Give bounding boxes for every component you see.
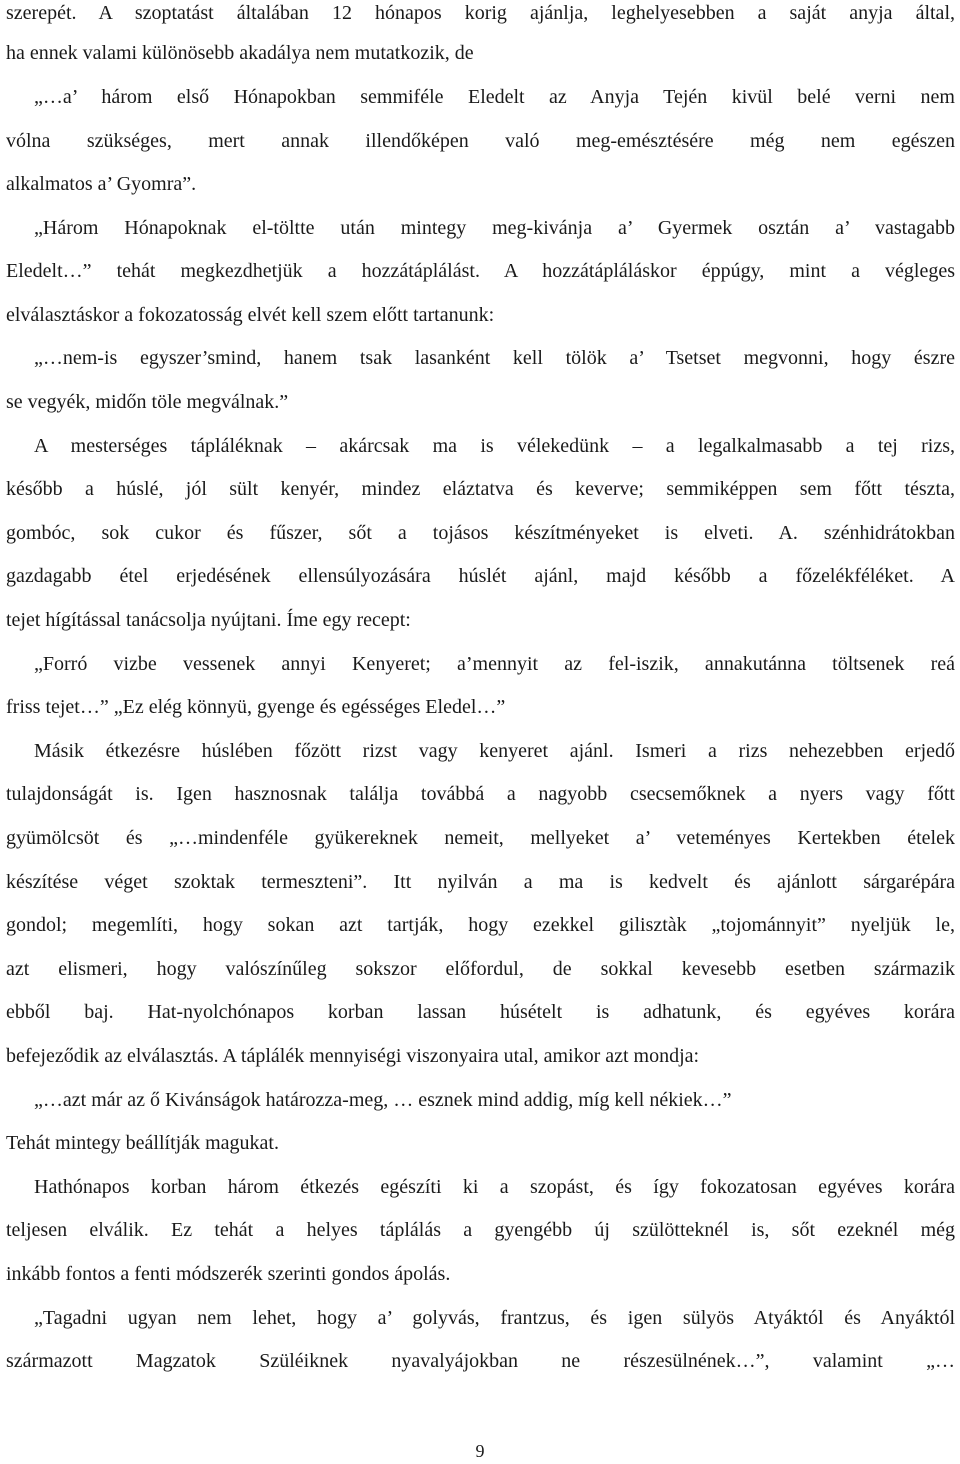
text-line: gyümölcsöt és „…mindenféle gyükereknek nemeit, mellyeket a’ veteményes Kertekben ételek: [6, 827, 955, 849]
text-line: tulajdonságát is. Igen hasznosnak találja továbbá a nagyobb csecsemőknek a nyers vagy főtt: [6, 783, 955, 805]
text-line: Tehát mintegy beállítják magukat.: [6, 1132, 279, 1154]
text-line: gazdagabb étel erjedésének ellensúlyozására húslét ajánl, majd később a főzelékféléket. A: [6, 565, 955, 587]
text-line: később a húslé, jól sült kenyér, mindez eláztatva és keverve; semmiképpen sem főtt tészta,: [6, 478, 955, 500]
text-line: teljesen elválik. Ez tehát a helyes táplálás a gyengébb új szülötteknél is, sőt ezeknél még: [6, 1219, 955, 1241]
text-line: gondol; megemlíti, hogy sokan azt tartják, hogy ezekkel gilisztàk „tojománnyit” nyeljük le,: [6, 914, 955, 936]
text-line: A mesterséges tápláléknak – akárcsak ma is vélekedünk – a legalkalmasabb a tej rizs,: [34, 435, 955, 457]
quote-line: „Tagadni ugyan nem lehet, hogy a’ golyvás, frantzus, és igen sülyös Atyáktól és Anyáktól: [34, 1307, 955, 1329]
quote-line: „Három Hónapoknak el-töltte után mintegy meg-kivánja a’ Gyermek osztán a’ vastagabb: [34, 217, 955, 239]
text-line: Eledelt…” tehát megkezdhetjük a hozzátáplálást. A hozzátápláláskor éppúgy, mint a végleges: [6, 260, 955, 282]
quote-line: „…a’ három első Hónapokban semmiféle Eledelt az Anyja Tején kivül belé verni nem: [34, 86, 955, 108]
text-line: szerepét. A szoptatást általában 12 hónapos korig ajánlja, leghelyesebben a saját anyja által,: [6, 2, 955, 24]
text-line: készítése véget szoktak termeszteni”. Itt nyilván a ma is kedvelt és ajánlott sárgarépára: [6, 871, 955, 893]
text-line: Hathónapos korban három étkezés egészíti ki a szopást, és így fokozatosan egyéves korára: [34, 1176, 955, 1198]
text-line: inkább fontos a fenti módszerék szerinti gondos ápolás.: [6, 1263, 451, 1285]
quote-line: „…azt már az ő Kivánságok határozza-meg, … esznek mind addig, míg kell nékiek…”: [34, 1089, 732, 1111]
quote-line: alkalmatos a’ Gyomra”.: [6, 173, 197, 195]
text-line: Másik étkezésre húslében főzött rizst vagy kenyeret ajánl. Ismeri a rizs nehezebben erjedő: [34, 740, 955, 762]
text-line: ha ennek valami különösebb akadálya nem mutatkozik, de: [6, 42, 474, 64]
text-line: azt elismeri, hogy valószínűleg sokszor előfordul, de sokkal kevesebb esetben származik: [6, 958, 955, 980]
quote-line: vólna szükséges, mert annak illendőképen való meg-emésztésére még nem egészen: [6, 130, 955, 152]
quote-line: „…nem-is egyszer’smind, hanem tsak lasanként kell tölök a’ Tsetset megvonni, hogy észre: [34, 347, 955, 369]
text-line: ebből baj. Hat-nyolchónapos korban lassan húsételt is adhatunk, és egyéves korára: [6, 1001, 955, 1023]
text-line: befejeződik az elválasztás. A táplálék mennyiségi viszonyaira utal, amikor azt mondja:: [6, 1045, 700, 1067]
text-line: elválasztáskor a fokozatosság elvét kell szem előtt tartanunk:: [6, 304, 495, 326]
quote-line: se vegyék, midőn töle megválnak.”: [6, 391, 289, 413]
text-line: tejet hígítással tanácsolja nyújtani. Íme egy recept:: [6, 609, 411, 631]
quote-line: „Forró vizbe vessenek annyi Kenyeret; a’mennyit az fel-iszik, annakutánna töltsenek reá: [34, 653, 955, 675]
text-line: gombóc, sok cukor és fűszer, sőt a tojásos készítményeket is elveti. A. szénhidrátokban: [6, 522, 955, 544]
quote-line: friss tejet…” „Ez elég könnyü, gyenge és egésséges Eledel…”: [6, 696, 506, 718]
quote-line: származott Magzatok Szüléiknek nyavalyájokban ne részesülnének…”, valamint „…: [6, 1350, 955, 1372]
page-number: 9: [475, 1441, 485, 1461]
